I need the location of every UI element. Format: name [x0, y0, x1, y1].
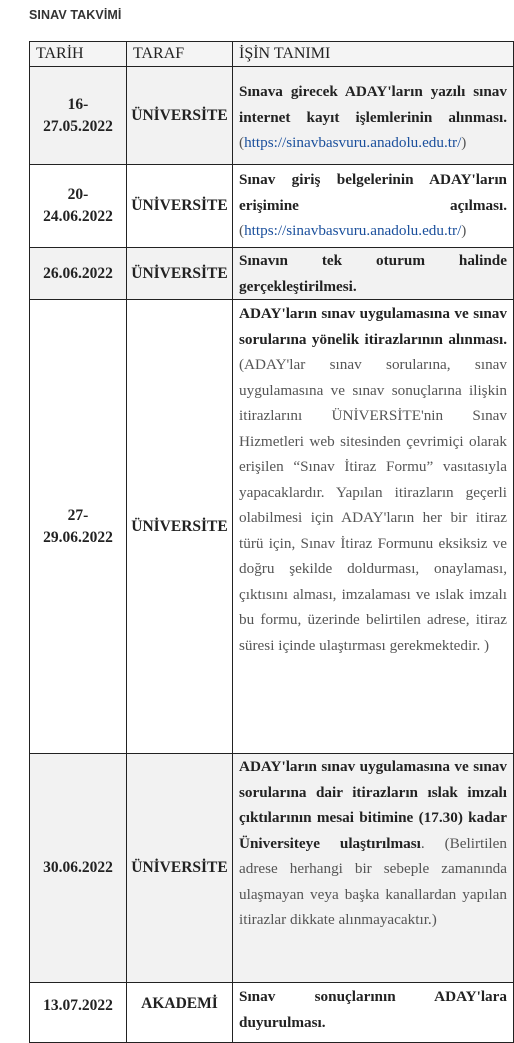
- date-end: 27.05.2022: [43, 117, 113, 135]
- row-date: [30, 67, 127, 165]
- table-row: [30, 248, 514, 300]
- paren-open: (: [239, 134, 245, 151]
- row-date: [30, 300, 127, 754]
- row-date: [30, 165, 127, 248]
- description-bold: Sınav sonuçlarının ADAY'lara duyurulması.: [239, 988, 507, 1031]
- paren-open: (: [239, 222, 245, 239]
- row-date: 26.06.2022: [30, 248, 127, 300]
- application-link[interactable]: https://sinavbasvuru.anadolu.edu.tr/: [244, 134, 462, 151]
- description-bold: Sınav giriş belgelerinin ADAY'ların erişimine açılması.: [239, 171, 507, 214]
- row-description: [233, 300, 514, 754]
- row-party: ÜNİVERSİTE: [127, 165, 233, 248]
- exam-schedule-table: [29, 41, 514, 1043]
- row-party: ÜNİVERSİTE: [127, 67, 233, 165]
- row-date: 13.07.2022: [30, 983, 127, 1043]
- date-start: 20-: [67, 186, 89, 203]
- description-bold: ADAY'ların sınav uygulamasına ve sınav sorularına yönelik itirazlarının alınması.: [239, 305, 507, 348]
- header-party: TARAF: [127, 42, 233, 67]
- table-row: [30, 165, 514, 248]
- row-party: ÜNİVERSİTE: [127, 754, 233, 983]
- date-start: 27-: [67, 506, 89, 524]
- table-row: [30, 300, 514, 754]
- row-description: [233, 983, 514, 1043]
- row-description: [233, 165, 514, 248]
- table-header-row: [30, 42, 514, 67]
- row-description: [233, 248, 514, 300]
- row-party: ÜNİVERSİTE: [127, 300, 233, 754]
- header-date: TARİH: [30, 42, 127, 67]
- row-description: [233, 67, 514, 165]
- table-row: [30, 67, 514, 165]
- description-detail: (ADAY'lar sınav sorularına, sınav uygulamasına ve sınav sonuçlarına ilişkin itirazlarını ÜNİVERSİTE'nin Sınav Hizmetleri web sitesinden çevrimiçi olarak erişilen “Sınav İtiraz Formu” vasıtasıyla yapacaklardır. Yapılan itirazların geçerli olabilmesi için ADAY'ların her bir itiraz türü için, Sınav İtiraz Formunu eksiksiz ve doğru şekilde doldurması, onaylaması, çıktısını alması, imzalaması ve ıslak imzalı bu formu, üzerinde belirtilen adrese, itiraz süresi içinde ulaştırması gerekmektedir. ): [239, 356, 507, 654]
- row-party: ÜNİVERSİTE: [127, 248, 233, 300]
- paren-close: ): [461, 134, 467, 151]
- date-end: 24.06.2022: [43, 208, 113, 225]
- application-link[interactable]: https://sinavbasvuru.anadolu.edu.tr/: [244, 222, 462, 239]
- row-date: 30.06.2022: [30, 754, 127, 983]
- header-description: İŞİN TANIMI: [233, 42, 514, 67]
- description-bold: ADAY'ların sınav uygulamasına ve sınav sorularına dair itirazların ıslak imzalı çıktılarının mesai bitimine (17.30) kadar Üniversiteye ulaştırılması: [239, 758, 507, 852]
- description-detail: . (Belirtilen adrese herhangi bir sebeple zamanında ulaşmayan veya başka kanallardan yapılan itirazlar dikkate alınmayacaktır.): [239, 834, 507, 928]
- table-row: [30, 983, 514, 1043]
- table-row: [30, 754, 514, 983]
- section-title: SINAV TAKVİMİ: [29, 8, 122, 22]
- row-party: AKADEMİ: [127, 983, 233, 1043]
- row-description: [233, 754, 514, 983]
- date-start: 16-: [67, 95, 89, 113]
- date-end: 29.06.2022: [43, 528, 113, 546]
- paren-close: ): [461, 222, 467, 239]
- description-bold: Sınavın tek oturum halinde gerçekleştirilmesi.: [239, 252, 507, 295]
- description-bold: Sınava girecek ADAY'ların yazılı sınav internet kayıt işlemlerinin alınması.: [239, 83, 507, 126]
